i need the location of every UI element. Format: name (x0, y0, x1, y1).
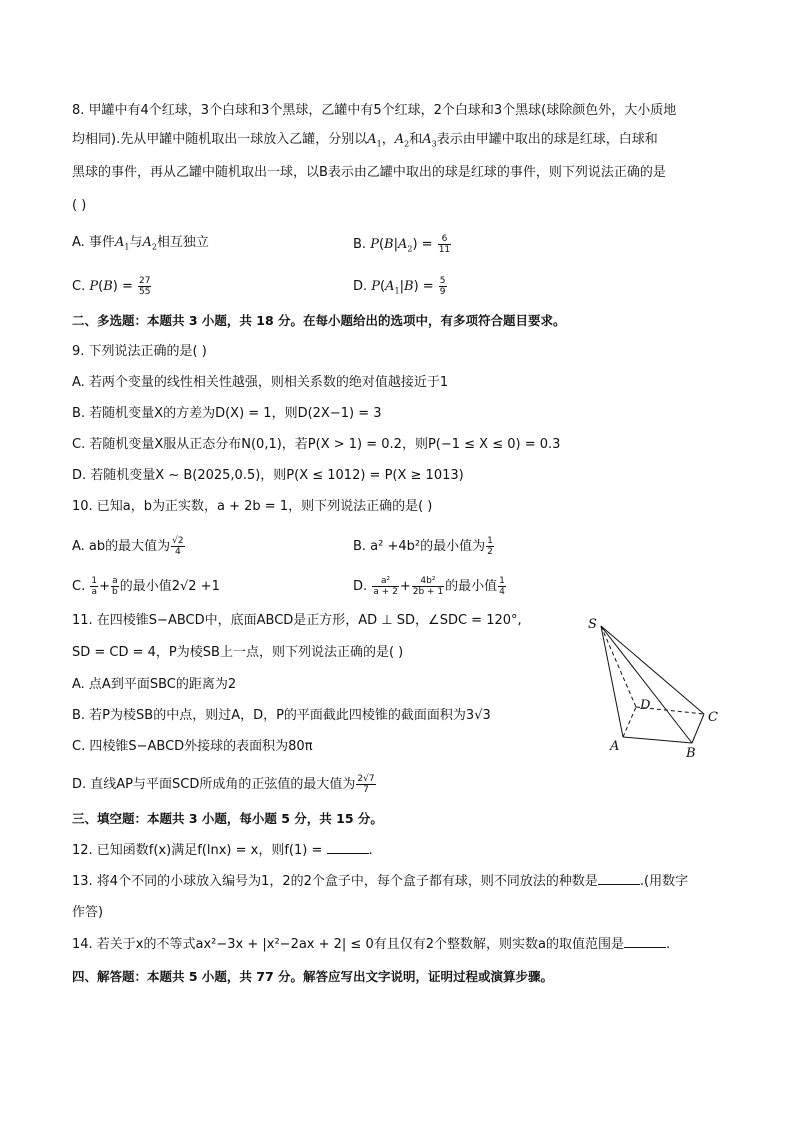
q8-a-label: A. 事件 (72, 235, 115, 250)
q11-d-text: D. 直线AP与平面SCD所成角的正弦值的最大值为 (72, 777, 356, 792)
q8-c-num: 27 (138, 276, 151, 286)
q8-c-den: 55 (138, 287, 151, 297)
label-d: D (640, 698, 651, 713)
q10-d-f2-den: 2b + 1 (412, 587, 444, 597)
q8-line2b: 表示由甲罐中取出的球是红球，白球和 (436, 132, 658, 147)
q12-answer-blank[interactable] (327, 841, 369, 854)
q8-paren: ( ) (72, 198, 87, 213)
label-c: C (708, 710, 718, 725)
q10-c-fraction-2 (111, 576, 119, 597)
q10-d-result-fraction (498, 576, 506, 597)
edge-sa (601, 626, 623, 737)
q10-d-plus: + (399, 579, 411, 594)
q8-line2: 均相同).先从甲罐中随机取出一球放入乙罐，分别以$A_1$，$A_2$和$A_3$表示由甲罐中取出的球是红球，白球和 (72, 132, 658, 149)
q14 (72, 935, 670, 954)
q13 (72, 872, 688, 891)
edge-bc (692, 714, 704, 743)
q10-c-label: C. (72, 579, 86, 594)
q8-option-b: B. $P(B|A_2)$ = $\frac{6}{11}$ (353, 234, 451, 255)
q13-end: .(用数字 (639, 874, 689, 889)
q10-c-fraction-1 (90, 576, 98, 597)
q8-line3: 黑球的事件，再从乙罐中随机取出一球，以B表示由乙罐中取出的球是红球的事件，则下列说法正确的是 (72, 165, 666, 180)
q10-d-f1-den: a + 2 (373, 587, 398, 597)
q10-d-fraction-1 (372, 576, 399, 597)
q11-d-num: 2√7 (357, 774, 375, 784)
q8-b-num: 6 (438, 234, 451, 245)
q9-option-d: D. 若随机变量X ~ B(2025,0.5)，则P(X ≤ 1012) = P(X ≥ 1013) (72, 468, 464, 483)
q11-option-d (72, 774, 377, 795)
q11-d-fraction (356, 774, 375, 795)
q8-c-label: C. (72, 279, 86, 294)
q12-end: . (368, 843, 373, 858)
section-4-heading: 四、解答题：本题共 5 小题，共 77 分。解答应写出文字说明，证明过程或演算步骤。 (72, 969, 554, 984)
label-a: A (610, 739, 620, 754)
section-2-heading: 二、多选题：本题共 3 小题，共 18 分。在每小题给出的选项中，有多项符合题目要求。 (72, 313, 566, 328)
q10-a-fraction (171, 536, 184, 557)
q10-c-f2-num: a (112, 576, 118, 586)
q8-b-den: 11 (438, 245, 451, 255)
q10-c-f1-den: a (91, 587, 97, 597)
q11-stem-line2: SD = CD = 4，P为棱SB上一点，则下列说法正确的是( ) (72, 645, 404, 660)
q12-text: 12. 已知函数f(x)满足f(lnx) = x，则f(1) = (72, 843, 323, 858)
q10-a-text: A. ab的最大值为 (72, 539, 171, 554)
q10-b-fraction (486, 536, 494, 557)
q14-end: . (665, 937, 671, 952)
q13-line2: 作答) (72, 905, 104, 920)
q8-b-label: B. (353, 237, 367, 252)
q8-d-fraction (439, 276, 447, 297)
q10-c-f1-num: 1 (91, 576, 98, 586)
q9-option-a: A. 若两个变量的线性相关性越强，则相关系数的绝对值越接近于1 (72, 375, 449, 390)
q10-d-result-num: 1 (499, 576, 505, 586)
q8-d-label: D. (353, 279, 368, 294)
edge-sc (601, 626, 704, 714)
q10-d-fraction-2 (412, 576, 444, 597)
q8-line1: 8. 甲罐中有4个红球，3个白球和3个黑球，乙罐中有5个红球，2个白球和3个黑球(球除颜色外，大小质地 (72, 103, 677, 118)
q14-text: 14. 若关于x的不等式ax²−3x + |x²−2ax + 2| ≤ 0有且仅有2个整数解，则实数a的取值范围是 (72, 937, 624, 952)
q10-d-f2-num: 4b² (412, 576, 444, 587)
q11-d-den: 7 (363, 785, 369, 795)
section-3-heading: 三、填空题：本题共 3 小题，每小题 5 分，共 15 分。 (72, 811, 383, 826)
q14-answer-blank[interactable] (624, 935, 666, 948)
q10-option-b (353, 536, 495, 557)
q10-b-text: B. a² +4b²的最小值为 (353, 539, 486, 554)
q10-stem: 10. 已知a，b为正实数，a + 2b = 1，则下列说法正确的是( ) (72, 499, 433, 514)
q10-option-c (72, 576, 220, 597)
q8-line2a: 均相同).先从甲罐中随机取出一球放入乙罐，分别以 (72, 132, 368, 147)
edge-sd (601, 626, 636, 707)
label-b: B (686, 746, 696, 761)
q11-stem-line1: 11. 在四棱锥S−ABCD中，底面ABCD是正方形，AD ⊥ SD，∠SDC = 120°, (72, 613, 522, 628)
pyramid-figure (580, 612, 730, 762)
edge-sb (601, 626, 692, 743)
q8-d-den: 9 (439, 287, 446, 297)
q10-a-den: 4 (175, 547, 181, 557)
q10-d-label: D. (353, 579, 368, 594)
q11-option-b: B. 若P为棱SB的中点，则过A，D，P的平面截此四棱锥的截面面积为3√3 (72, 708, 491, 723)
q10-d-f1-num: a² (372, 576, 399, 587)
q10-b-num: 1 (487, 536, 493, 546)
q8-a-mid: 与 (129, 235, 143, 250)
q10-option-d (353, 576, 507, 597)
q10-b-den: 2 (487, 547, 493, 557)
q8-d-num: 5 (439, 276, 446, 286)
q13-text: 13. 将4个不同的小球放入编号为1，2的2个盒子中，每个盒子都有球，则不同放法的种数是 (72, 874, 598, 889)
q10-d-result-den: 4 (499, 587, 505, 597)
q10-a-num: √2 (172, 536, 184, 546)
q8-c-fraction (138, 276, 151, 297)
q8-option-a: A. 事件$A_1$与$A_2$相互独立 (72, 235, 209, 252)
q8-b-fraction (438, 234, 451, 255)
edge-ad (623, 707, 636, 737)
q11-option-a: A. 点A到平面SBC的距离为2 (72, 677, 237, 692)
q10-c-text: 的最小值2√2 +1 (119, 579, 220, 594)
q13-answer-blank[interactable] (598, 872, 640, 885)
q9-stem: 9. 下列说法正确的是( ) (72, 344, 207, 359)
label-s: S (588, 617, 597, 632)
q11-option-c: C. 四棱锥S−ABCD外接球的表面积为80π (72, 739, 313, 754)
q9-option-b: B. 若随机变量X的方差为D(X) = 1，则D(2X−1) = 3 (72, 406, 382, 421)
q10-c-plus: + (99, 579, 110, 594)
q8-option-d: D. $P(A_1|B)$ = $\frac{5}{9}$ (353, 276, 446, 297)
q10-c-f2-den: b (112, 587, 118, 597)
q10-option-a (72, 536, 186, 557)
q8-option-c: C. P(B) = $\frac{27}{55}$ (72, 276, 151, 297)
q10-d-text: 的最小值 (445, 579, 498, 594)
q12 (72, 841, 373, 860)
q9-option-c: C. 若随机变量X服从正态分布N(0,1)，若P(X > 1) = 0.2，则P(−1 ≤ X ≤ 0) = 0.3 (72, 437, 561, 452)
q8-a-end: 相互独立 (156, 235, 209, 250)
edge-ab (623, 737, 692, 743)
